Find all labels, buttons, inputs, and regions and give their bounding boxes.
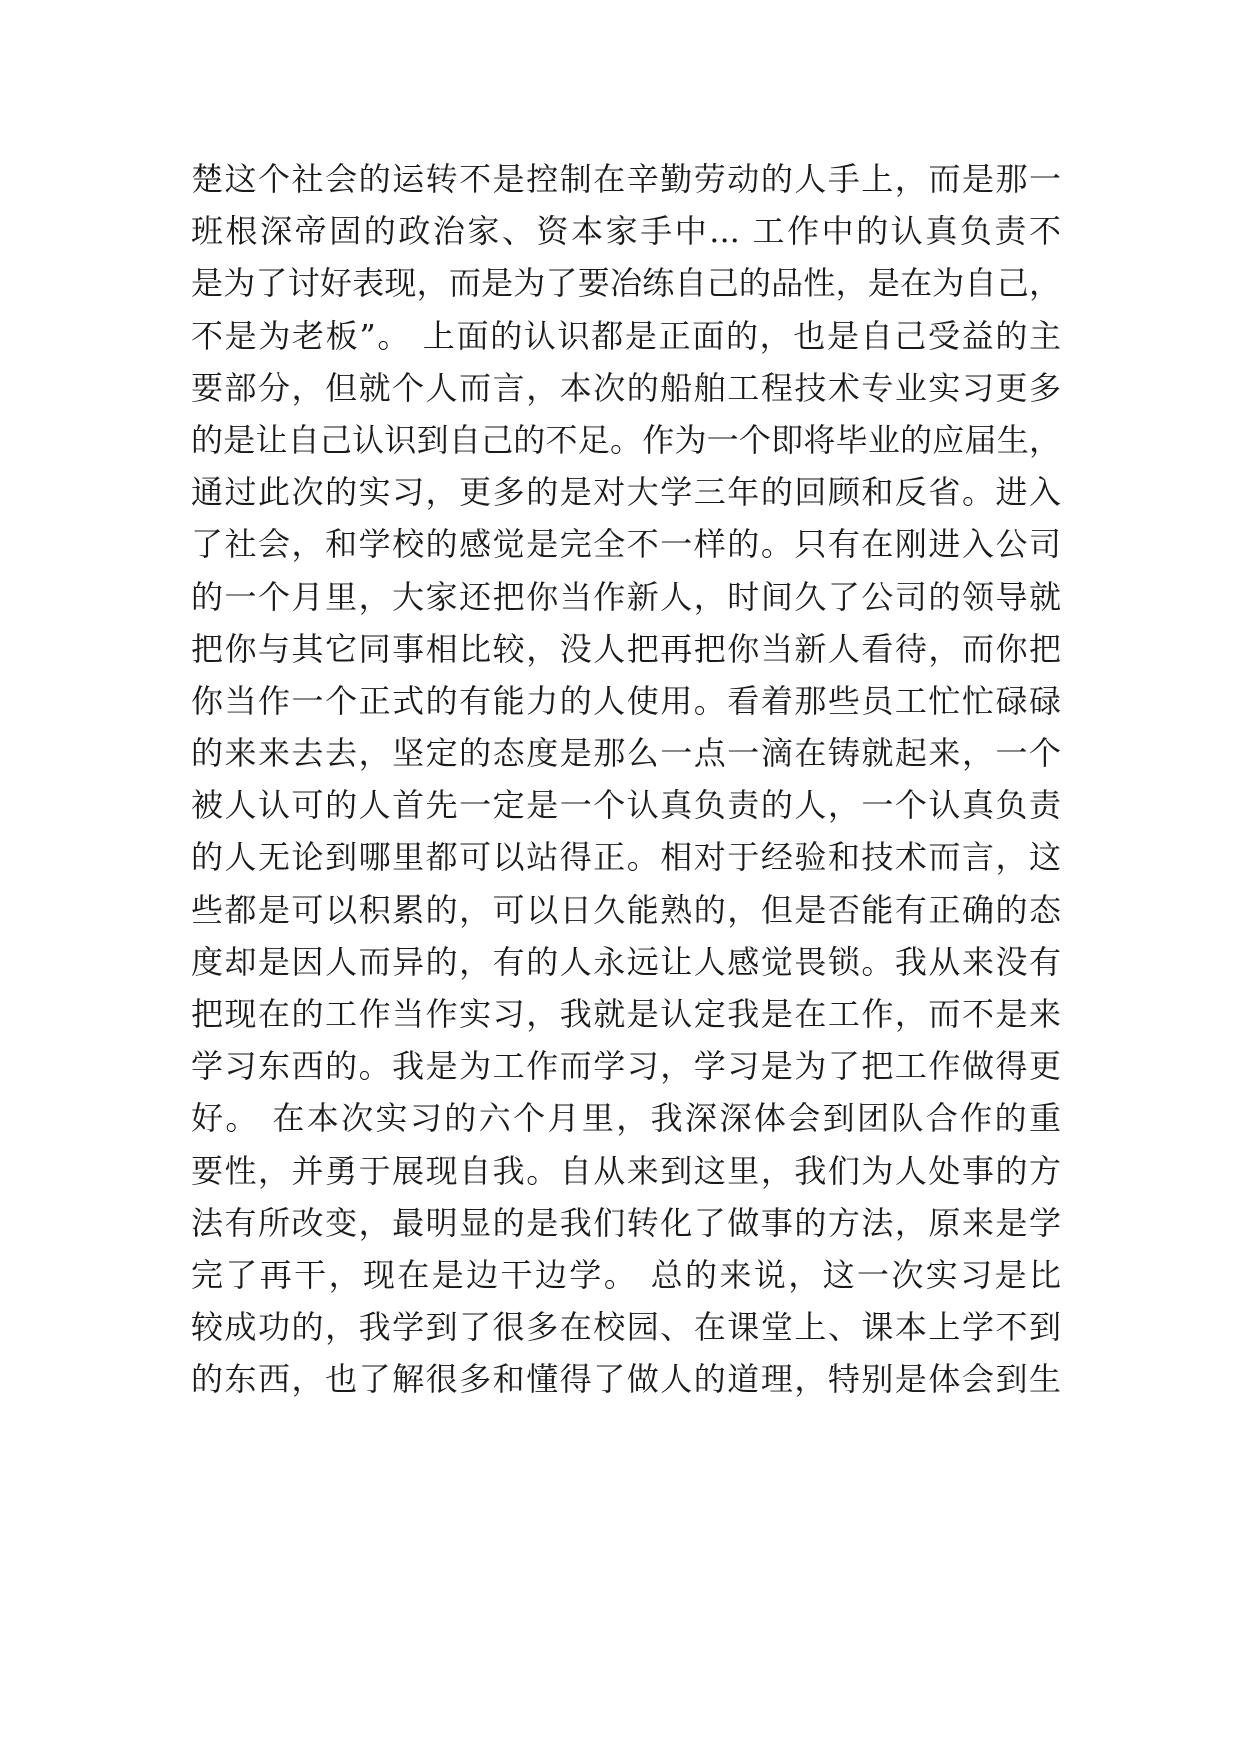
text-line: 度却是因人而异的，有的人永远让人感觉畏锁。我从来没有 — [191, 942, 1061, 981]
text-line: 的一个月里，大家还把你当作新人，时间久了公司的领导就 — [191, 577, 1061, 616]
text-line: 学习东西的。我是为工作而学习，学习是为了把工作做得更 — [191, 1047, 1061, 1086]
text-line: 好。 在本次实习的六个月里，我深深体会到团队合作的重 — [191, 1099, 1061, 1138]
text-line: 些都是可以积累的，可以日久能熟的，但是否能有正确的态 — [191, 890, 1061, 929]
text-line: 通过此次的实习，更多的是对大学三年的回顾和反省。进入 — [191, 473, 1061, 512]
text-line: 法有所改变，最明显的是我们转化了做事的方法，原来是学 — [191, 1203, 1061, 1242]
text-line: 了社会，和学校的感觉是完全不一样的。只有在刚进入公司 — [191, 525, 1061, 564]
text-line: 较成功的，我学到了很多在校园、在课堂上、课本上学不到 — [191, 1308, 1061, 1347]
text-line: 班根深帝固的政治家、资本家手中... 工作中的认真负责不 — [191, 212, 1061, 251]
text-line: 的是让自己认识到自己的不足。作为一个即将毕业的应届生， — [191, 420, 1061, 459]
text-line: 要性，并勇于展现自我。自从来到这里，我们为人处事的方 — [191, 1151, 1061, 1190]
text-line: 完了再干，现在是边干边学。 总的来说，这一次实习是比 — [191, 1255, 1061, 1294]
text-line: 的来来去去，坚定的态度是那么一点一滴在铸就起来，一个 — [191, 734, 1061, 773]
text-line: 楚这个社会的运转不是控制在辛勤劳动的人手上，而是那一 — [191, 160, 1061, 198]
text-line: 的人无论到哪里都可以站得正。相对于经验和技术而言，这 — [191, 838, 1061, 877]
text-line: 你当作一个正式的有能力的人使用。看着那些员工忙忙碌碌 — [191, 681, 1061, 720]
text-line: 是为了讨好表现，而是为了要冶练自己的品性，是在为自己， — [191, 264, 1061, 303]
text-line: 被人认可的人首先一定是一个认真负责的人，一个认真负责 — [191, 786, 1061, 825]
text-line: 把你与其它同事相比较，没人把再把你当新人看待，而你把 — [191, 629, 1061, 668]
text-line: 不是为老板”。 上面的认识都是正面的，也是自己受益的主 — [191, 316, 1061, 355]
text-line: 把现在的工作当作实习，我就是认定我是在工作，而不是来 — [191, 995, 1061, 1033]
body-text — [191, 153, 1061, 1406]
text-line: 的东西，也了解很多和懂得了做人的道理，特别是体会到生 — [191, 1360, 1061, 1399]
text-line: 要部分，但就个人而言，本次的船舶工程技术专业实习更多 — [191, 368, 1061, 407]
